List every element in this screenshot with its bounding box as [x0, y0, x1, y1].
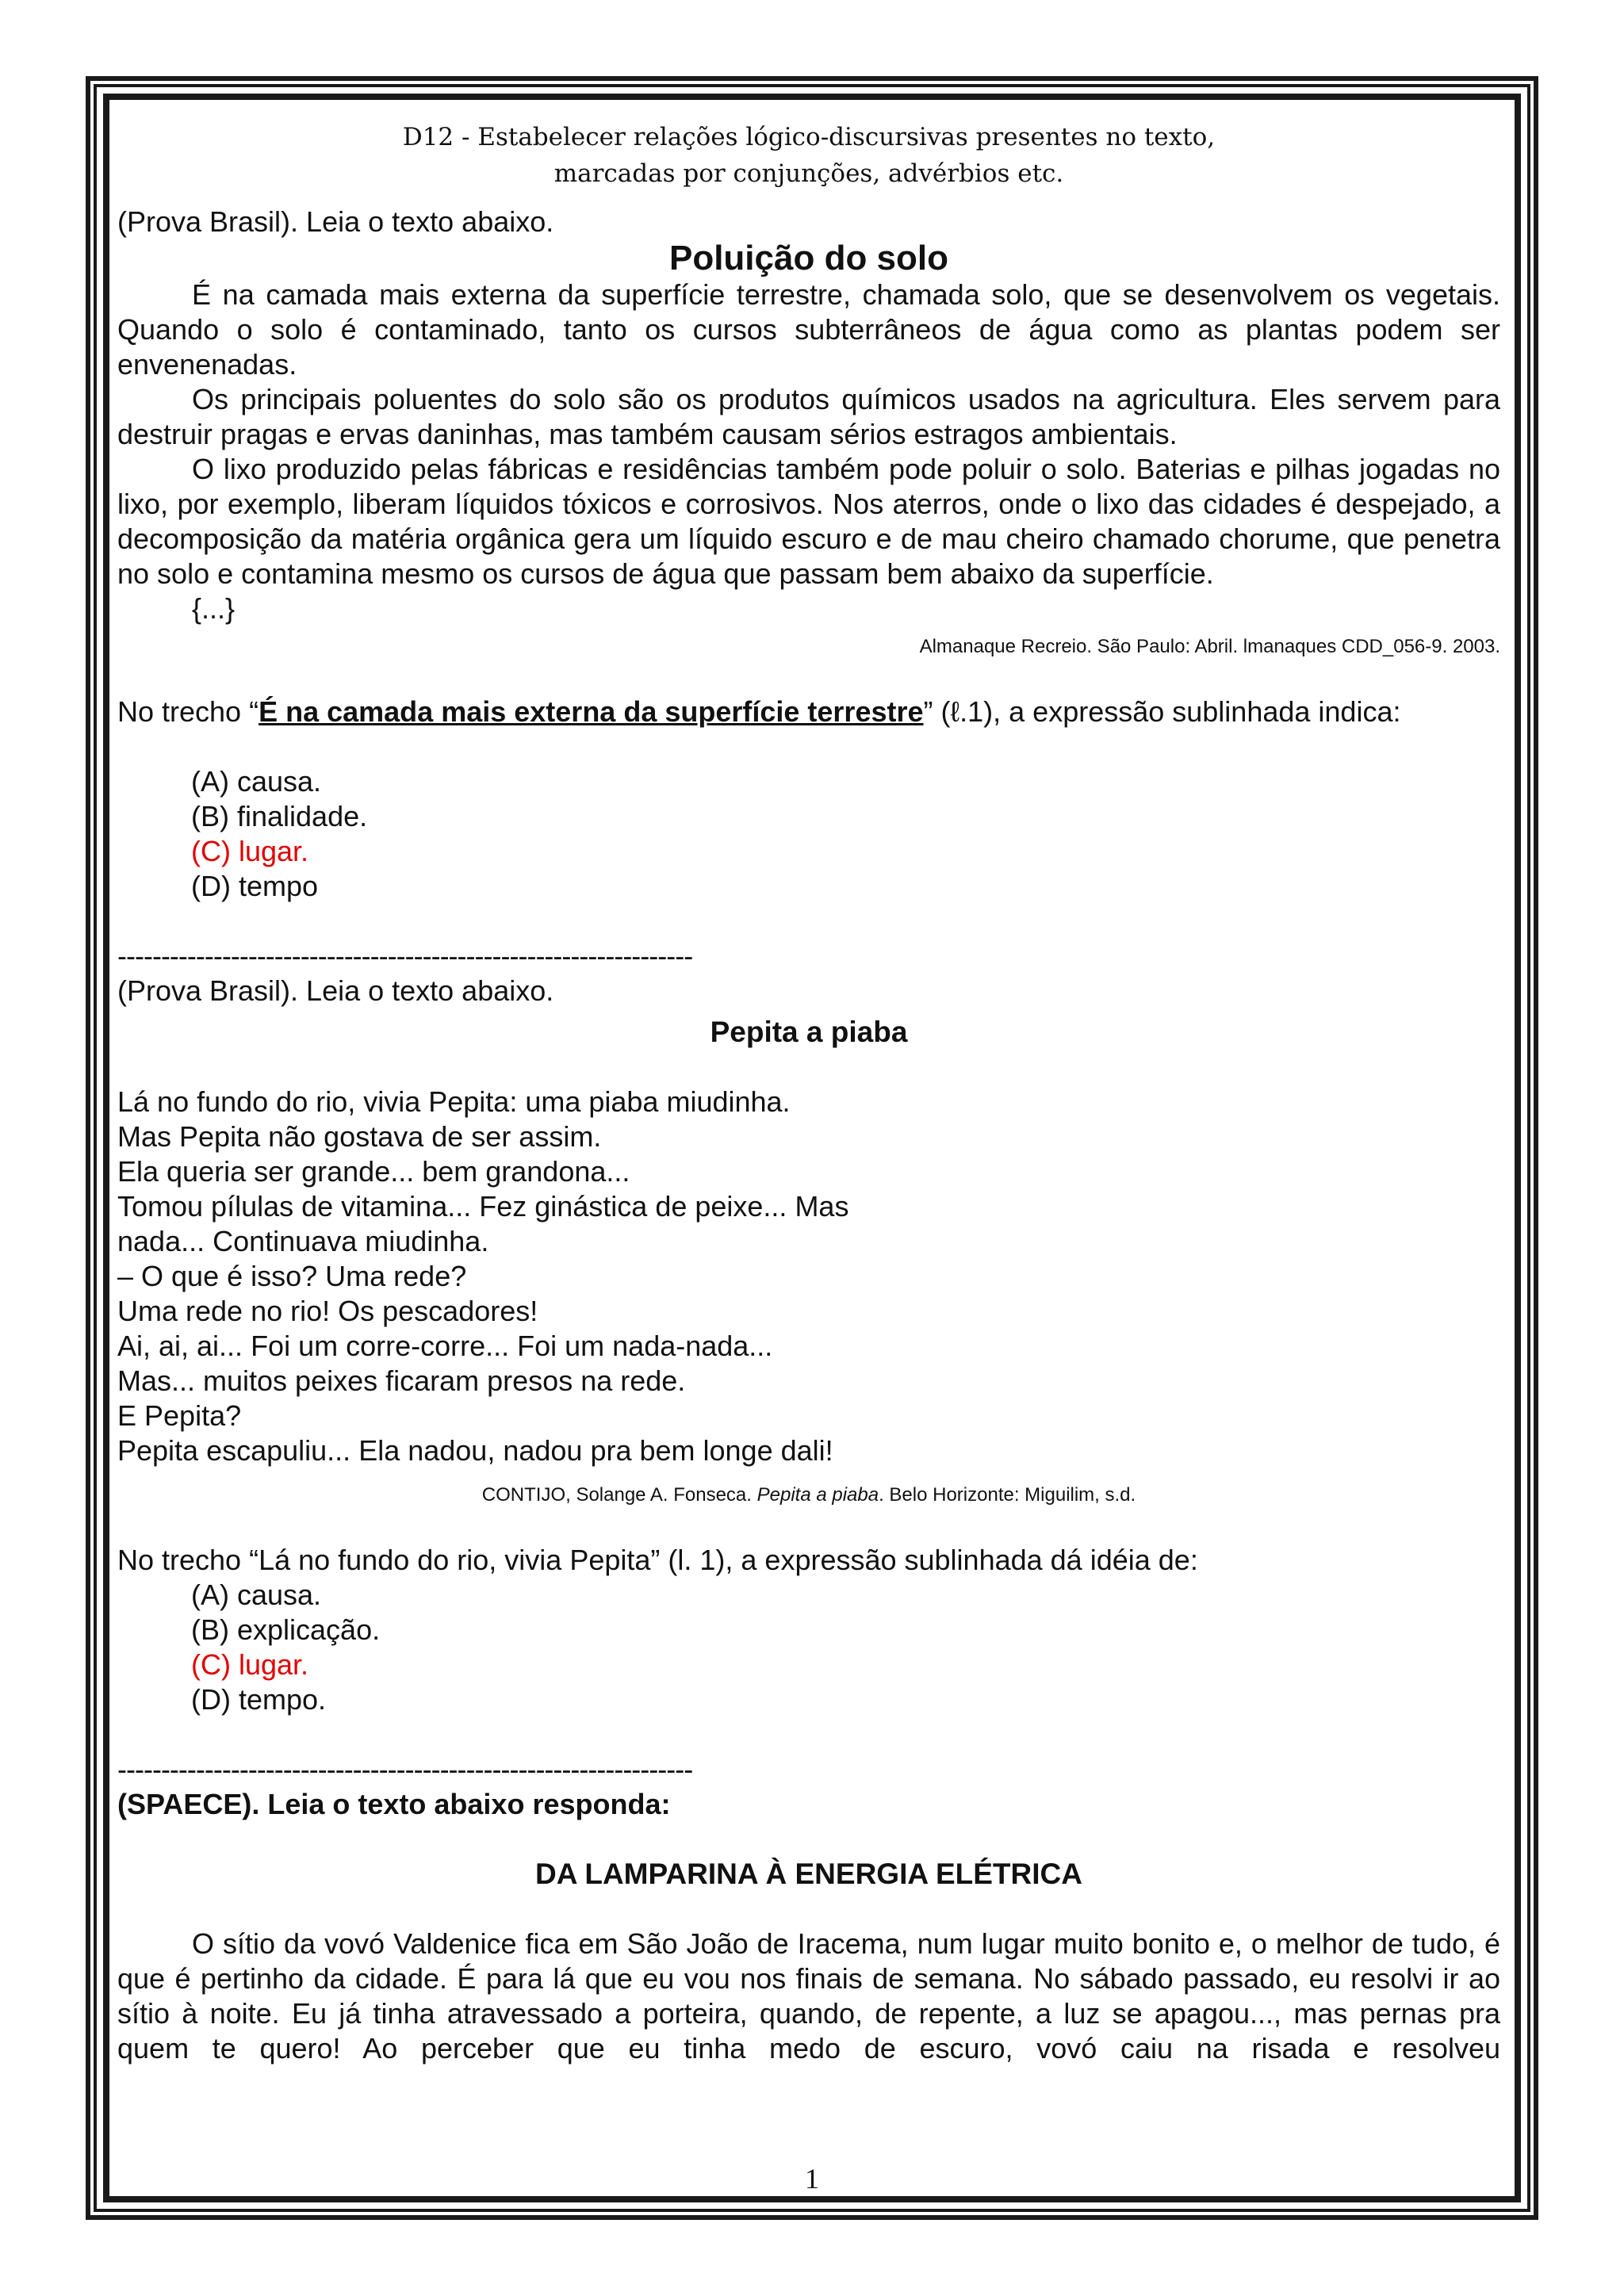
q1-option-d: (D) tempo — [191, 870, 319, 902]
q2-source-author: CONTIJO, Solange A. Fonseca. — [481, 1484, 757, 1506]
q2-line-1: Lá no fundo do rio, vivia Pepita: uma piaba miudinha. — [117, 1085, 791, 1118]
q2-question: No trecho “Lá no fundo do rio, vivia Pepita” (l. 1), a expressão sublinhada dá idéia de: — [117, 1544, 1198, 1576]
q3-paragraph: O sítio da vovó Valdenice fica em São João de Iracema, num lugar muito bonito e, o melhor de tudo, é que é pertinho da cidade. É para lá que eu vou nos finais de semana. No sábado passado, eu resolvi ir ao sítio à noite. Eu já tinha atravessado a porteira, quando, de repente, a luz se apagou..., mas pernas pra quem te quero! Ao perceber que eu tinha medo de escuro, vovó caiu na risada e resolveu — [117, 1927, 1500, 2064]
q1-source: Almanaque Recreio. São Paulo: Abril. lmanaques CDD_056-9. 2003. — [919, 636, 1500, 657]
q1-intro: (Prova Brasil). Leia o texto abaixo. — [117, 205, 554, 238]
q2-line-9: Mas... muitos peixes ficaram presos na rede. — [117, 1364, 686, 1397]
q1-question-pre: No trecho “ — [117, 695, 259, 728]
q2-source-title: Pepita a piaba — [756, 1484, 879, 1506]
q2-options — [117, 1578, 1500, 1717]
q1-options — [117, 764, 1500, 904]
q2-option-c-answer: (C) lugar. — [191, 1648, 309, 1681]
q1-option-a: (A) causa. — [191, 765, 322, 798]
q2-poem — [117, 1085, 1500, 1468]
q2-source-publisher: . Belo Horizonte: Miguilim, s.d. — [879, 1484, 1136, 1506]
q1-ellipsis: {...} — [192, 592, 236, 625]
q2-line-4: Tomou pílulas de vitamina... Fez ginástica de peixe... Mas — [117, 1190, 849, 1223]
separator-2: ------------------------------------------------------------------ — [117, 1753, 693, 1785]
header-line-2: marcadas por conjunções, advérbios etc. — [553, 159, 1064, 188]
descriptor-header — [117, 119, 1500, 192]
q1-paragraph-1: É na camada mais externa da superfície terrestre, chamada solo, que se desenvolvem os vegetais. Quando o solo é contaminado, tanto os cursos subterrâneos de água como as plantas podem ser envenenadas. — [117, 278, 1500, 381]
q1-paragraph-3: O lixo produzido pelas fábricas e residências também pode poluir o solo. Baterias e pilhas jogadas no lixo, por exemplo, liberam líquidos tóxicos e corrosivos. Nos aterros, onde o lixo das cidades é despejado, a decomposição da matéria orgânica gera um líquido escuro e de mau cheiro chamado chorume, que penetra no solo e contamina mesmo os cursos de água que passam bem abaixo da superfície. — [117, 453, 1500, 590]
q2-option-b: (B) explicação. — [191, 1613, 381, 1646]
q2-line-11: Pepita escapuliu... Ela nadou, nadou pra bem longe dali! — [117, 1434, 833, 1467]
question-3 — [117, 1787, 1500, 2066]
q2-intro: (Prova Brasil). Leia o texto abaixo. — [117, 974, 554, 1007]
document-content — [117, 119, 1500, 2066]
q2-option-a: (A) causa. — [191, 1578, 322, 1611]
q2-option-d: (D) tempo. — [191, 1683, 327, 1716]
q1-paragraph-2: Os principais poluentes do solo são os produtos químicos usados na agricultura. Eles servem para destruir pragas e ervas daninhas, mas também causam sérios estragos ambientais. — [117, 383, 1500, 450]
q2-line-2: Mas Pepita não gostava de ser assim. — [117, 1120, 602, 1153]
q2-line-8: Ai, ai, ai... Foi um corre-corre... Foi um nada-nada... — [117, 1330, 773, 1362]
q1-question-quote: É na camada mais externa da superfície terrestre — [259, 695, 924, 728]
q3-intro: (SPAECE). Leia o texto abaixo responda: — [117, 1788, 671, 1820]
separator-1: ------------------------------------------------------------------ — [117, 939, 693, 972]
question-2 — [117, 974, 1500, 1717]
q2-line-5: nada... Continuava miudinha. — [117, 1225, 489, 1257]
q3-title: DA LAMPARINA À ENERGIA ELÉTRICA — [535, 1858, 1082, 1890]
q1-question — [117, 695, 1500, 729]
q2-title: Pepita a piaba — [710, 1016, 908, 1048]
q2-line-10: E Pepita? — [117, 1399, 242, 1432]
q1-option-c-answer: (C) lugar. — [191, 835, 309, 867]
header-line-1: D12 - Estabelecer relações lógico-discursivas presentes no texto, — [402, 123, 1216, 151]
q2-line-3: Ela queria ser grande... bem grandona... — [117, 1155, 630, 1188]
q2-line-6: – O que é isso? Uma rede? — [117, 1260, 467, 1292]
q1-option-b: (B) finalidade. — [191, 800, 368, 832]
question-1 — [117, 205, 1500, 904]
q1-question-post: ” (ℓ.1), a expressão sublinhada indica: — [923, 695, 1401, 728]
q2-line-7: Uma rede no rio! Os pescadores! — [117, 1295, 538, 1327]
q1-title: Poluição do solo — [668, 239, 949, 277]
q2-source — [117, 1483, 1500, 1508]
page-number: 1 — [805, 2163, 819, 2195]
